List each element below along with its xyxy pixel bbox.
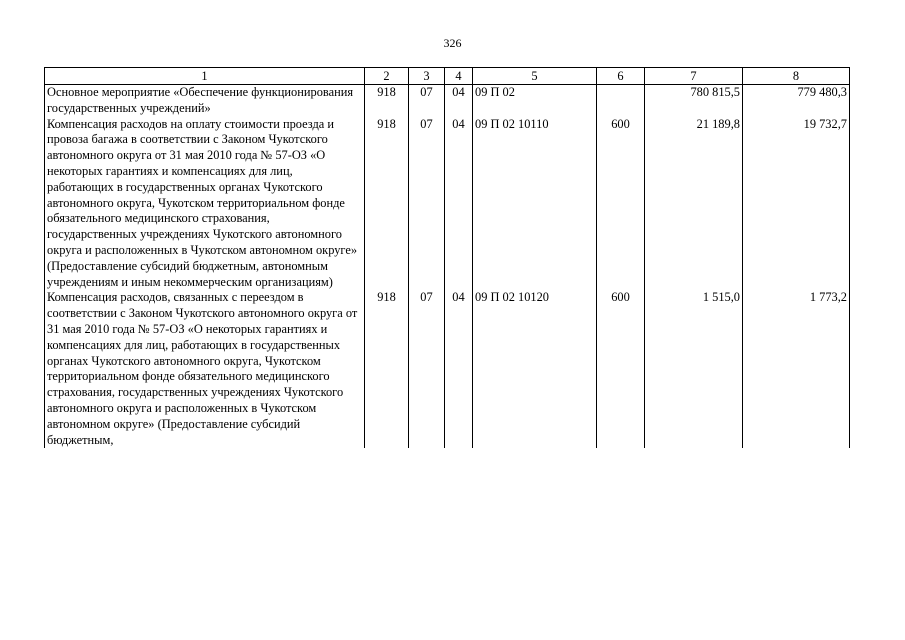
ministry-code: 918 bbox=[365, 117, 409, 291]
table-row bbox=[45, 85, 850, 117]
column-header: 7 bbox=[645, 68, 743, 85]
target-article-code: 09 П 02 bbox=[473, 85, 597, 117]
header-row bbox=[45, 68, 850, 85]
section-code: 07 bbox=[409, 290, 445, 448]
table-row bbox=[45, 290, 850, 448]
amount-year-1: 780 815,5 bbox=[645, 85, 743, 117]
row-description: Компенсация расходов, связанных с переездом в соответствии с Законом Чукотского автономного округа от 31 мая 2010 года № 57-ОЗ «О некоторых гарантиях и компенсациях для лиц, работающих в государственных органах Чукотского автономного округа, Чукотском территориальном фонде обязательного медицинского страхования, государственных учреждениях Чукотского автономного округа и расположенных в Чукотском автономном округе» (Предоставление субсидий бюджетным, bbox=[45, 290, 365, 448]
subsection-code: 04 bbox=[445, 85, 473, 117]
column-header: 8 bbox=[743, 68, 850, 85]
ministry-code: 918 bbox=[365, 85, 409, 117]
budget-table bbox=[44, 67, 850, 448]
target-article-code: 09 П 02 10120 bbox=[473, 290, 597, 448]
expense-type-code bbox=[597, 85, 645, 117]
column-header: 6 bbox=[597, 68, 645, 85]
column-header: 1 bbox=[45, 68, 365, 85]
expense-type-code: 600 bbox=[597, 290, 645, 448]
column-header: 3 bbox=[409, 68, 445, 85]
amount-year-2: 19 732,7 bbox=[743, 117, 850, 291]
row-description: Основное мероприятие «Обеспечение функционирования государственных учреждений» bbox=[45, 85, 365, 117]
amount-year-2: 1 773,2 bbox=[743, 290, 850, 448]
subsection-code: 04 bbox=[445, 117, 473, 291]
amount-year-2: 779 480,3 bbox=[743, 85, 850, 117]
ministry-code: 918 bbox=[365, 290, 409, 448]
table-row bbox=[45, 117, 850, 291]
amount-year-1: 1 515,0 bbox=[645, 290, 743, 448]
section-code: 07 bbox=[409, 85, 445, 117]
subsection-code: 04 bbox=[445, 290, 473, 448]
expense-type-code: 600 bbox=[597, 117, 645, 291]
amount-year-1: 21 189,8 bbox=[645, 117, 743, 291]
target-article-code: 09 П 02 10110 bbox=[473, 117, 597, 291]
column-header: 2 bbox=[365, 68, 409, 85]
column-header: 4 bbox=[445, 68, 473, 85]
row-description: Компенсация расходов на оплату стоимости проезда и провоза багажа в соответствии с Законом Чукотского автономного округа от 31 мая 2010 года № 57-ОЗ «О некоторых гарантиях и компенсациях для лиц, работающих в государственных органах Чукотского автономного округа, Чукотском территориальном фонде обязательного медицинского страхования, государственных учреждениях Чукотского автономного округа и расположенных в Чукотском автономном округе» (Предоставление субсидий бюджетным, автономным учреждениям и иным некоммерческим организациям) bbox=[45, 117, 365, 291]
page-number: 326 bbox=[443, 36, 462, 50]
column-header: 5 bbox=[473, 68, 597, 85]
section-code: 07 bbox=[409, 117, 445, 291]
